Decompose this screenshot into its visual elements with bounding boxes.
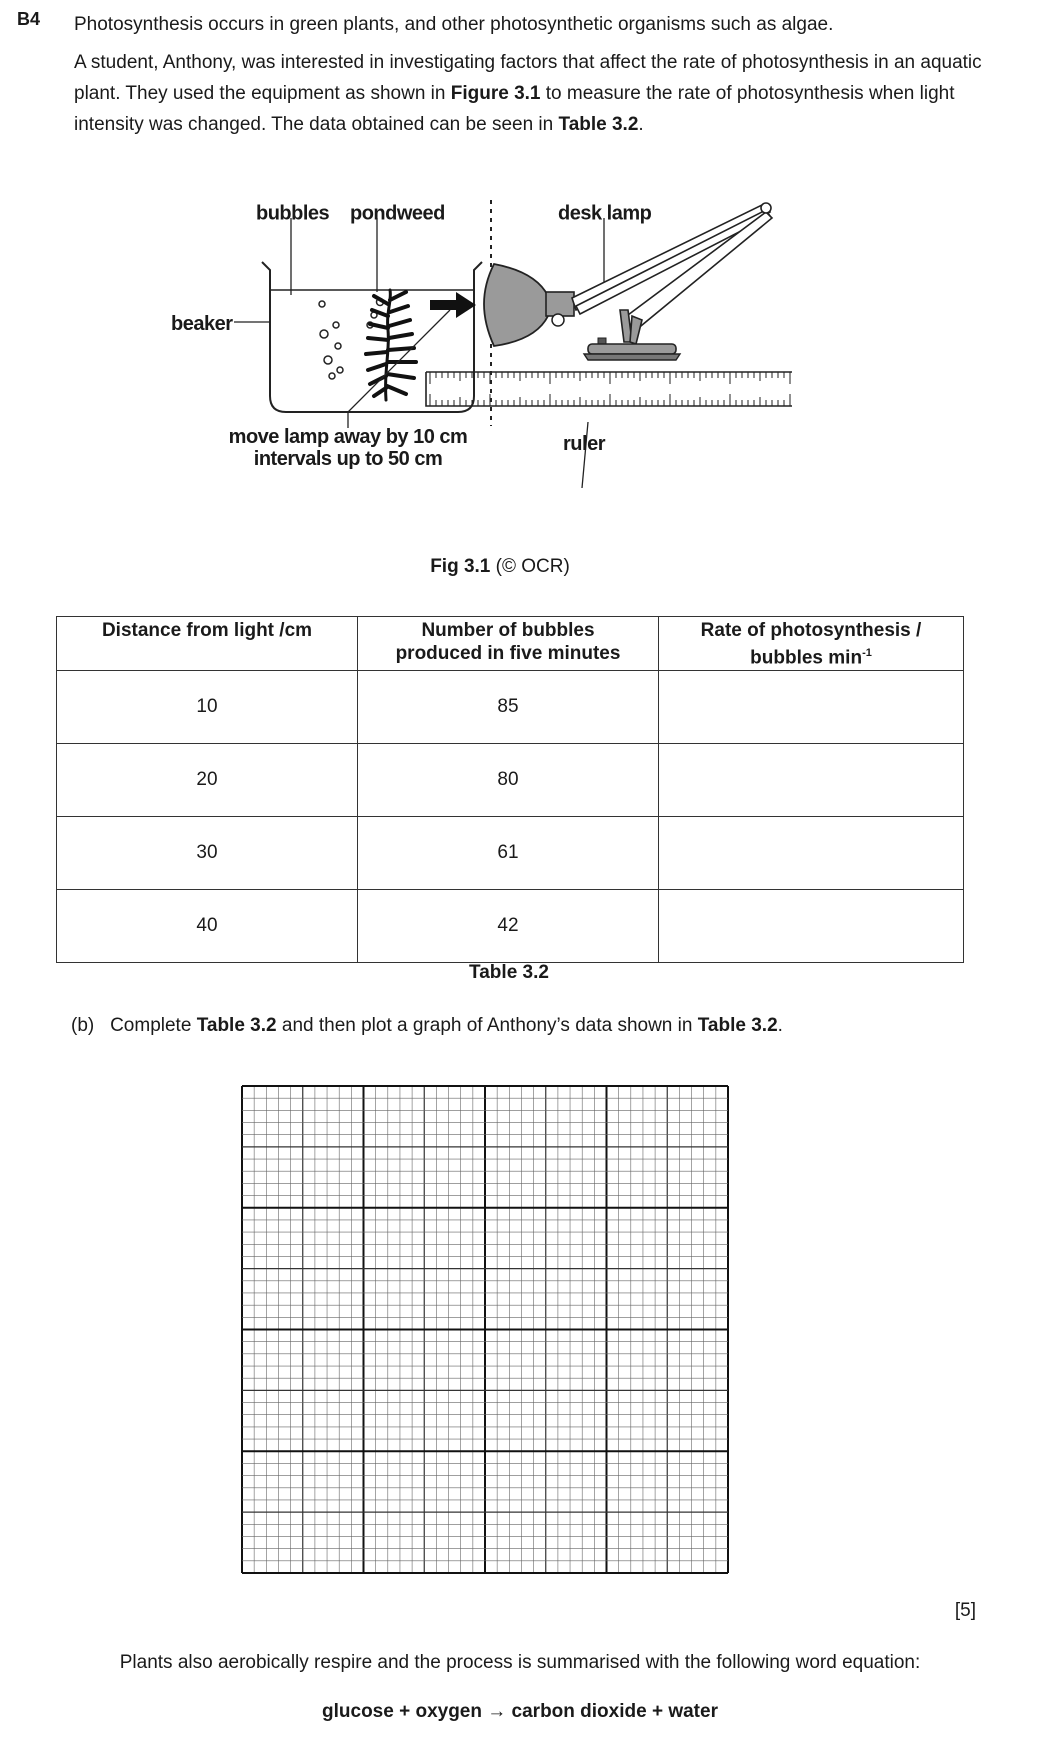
table-row bbox=[57, 671, 964, 744]
marks-allocation: [5] bbox=[954, 1600, 976, 1621]
header-distance: Distance from light /cm bbox=[57, 617, 358, 671]
cell-distance: 10 bbox=[57, 671, 358, 744]
word-equation: glucose + oxygen → carbon dioxide + water bbox=[322, 1701, 718, 1722]
ruler-drawing bbox=[426, 372, 792, 406]
figure-caption: Fig 3.1 (© OCR) bbox=[430, 556, 570, 577]
cell-rate[interactable] bbox=[659, 744, 964, 817]
question-number: B4 bbox=[17, 9, 41, 29]
graph-paper[interactable] bbox=[242, 1086, 728, 1573]
desk-lamp-drawing bbox=[484, 203, 772, 360]
label-move-lamp-line1: move lamp away by 10 cm bbox=[228, 426, 468, 448]
right-arrow-icon bbox=[430, 292, 476, 318]
part-b-label: (b) bbox=[71, 1015, 95, 1036]
table-header-row bbox=[57, 617, 964, 671]
cell-rate[interactable] bbox=[659, 817, 964, 890]
cell-bubbles: 42 bbox=[358, 890, 659, 963]
question-intro: Photosynthesis occurs in green plants, and other photosynthetic organisms such as algae. bbox=[74, 14, 834, 35]
apparatus-diagram bbox=[171, 200, 880, 530]
label-beaker: beaker bbox=[171, 313, 233, 335]
table-row bbox=[57, 817, 964, 890]
cell-rate[interactable] bbox=[659, 890, 964, 963]
cell-bubbles: 85 bbox=[358, 671, 659, 744]
label-ruler: ruler bbox=[563, 433, 605, 455]
label-pondweed: pondweed bbox=[350, 202, 445, 225]
header-rate: Rate of photosynthesis / bubbles $\min^{-1}$ bbox=[659, 617, 964, 671]
figure-reference: Figure 3.1 bbox=[450, 83, 541, 104]
cell-bubbles: 80 bbox=[358, 744, 659, 817]
respiration-text: Plants also aerobically respire and the process is summarised with the following word equation: bbox=[119, 1652, 921, 1673]
table-reference: Table 3.2 bbox=[558, 114, 639, 135]
cell-distance: 20 bbox=[57, 744, 358, 817]
question-paragraph: A student, Anthony, was interested in investigating factors that affect the rate of photosynthesis in an aquatic plant. They used the equipment as shown in Figure 3.1 to measure the rate of photosynthesis when light intensity was changed. The data obtained can be seen in Table 3.2. bbox=[74, 52, 982, 135]
cell-distance: 30 bbox=[57, 817, 358, 890]
part-b-instruction: (b) Complete Table 3.2 and then plot a graph of Anthony’s data shown in Table 3.2. bbox=[71, 1015, 783, 1036]
table-row bbox=[57, 890, 964, 963]
cell-bubbles: 61 bbox=[358, 817, 659, 890]
table-caption: Table 3.2 bbox=[469, 962, 549, 983]
cell-distance: 40 bbox=[57, 890, 358, 963]
cell-rate[interactable] bbox=[659, 671, 964, 744]
data-table bbox=[56, 616, 964, 963]
label-bubbles: bubbles bbox=[256, 202, 330, 225]
label-desk-lamp: desk lamp bbox=[558, 202, 652, 225]
pondweed-drawing bbox=[366, 290, 416, 400]
table-row bbox=[57, 744, 964, 817]
label-move-lamp-line2: intervals up to 50 cm bbox=[253, 448, 443, 470]
header-bubbles: Number of bubbles produced in five minutes bbox=[358, 617, 659, 671]
